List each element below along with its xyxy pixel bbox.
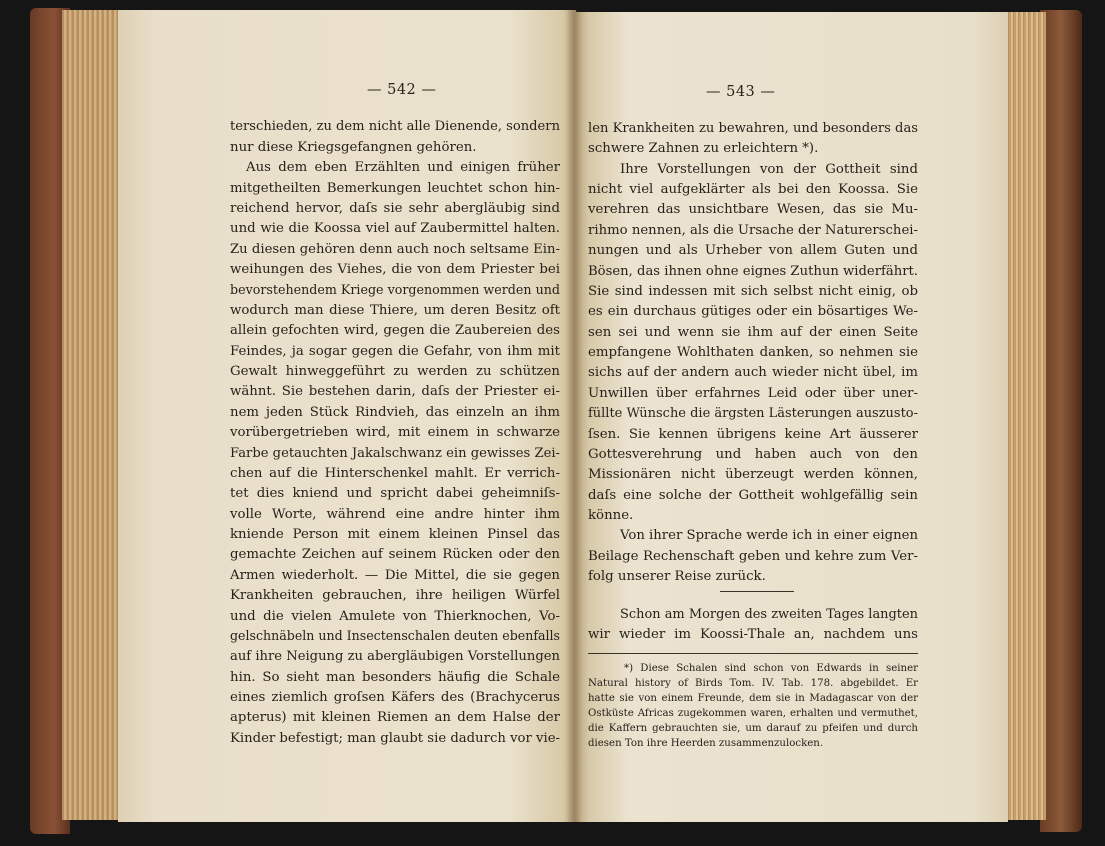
text-line: rihmo nennen, als die Ursache der Naturerschei-: [588, 223, 918, 238]
text-line: auf ihre Neigung zu abergläubigen Vorstellungen: [230, 649, 560, 664]
text-line: tet dies kniend und spricht dabei geheimniſs-: [230, 486, 560, 501]
text-line: Von ihrer Sprache werde ich in einer eignen: [620, 528, 918, 543]
text-line: terschieden, zu dem nicht alle Dienende, sondern: [230, 119, 560, 134]
text-line: mitgetheilten Bemerkungen leuchtet schon hin-: [230, 181, 560, 196]
text-line: Bösen, das ihnen ohne eignes Zuthun widerfährt.: [588, 264, 918, 279]
text-line: Unwillen über erfahrnes Leid oder über uner-: [588, 386, 918, 401]
text-line: Zu diesen gehören denn auch noch seltsame Ein-: [230, 242, 560, 257]
text-line: folg unserer Reise zurück.: [588, 569, 766, 584]
left-page: [118, 10, 576, 822]
text-line: volle Worte, während eine andre hinter ihm: [230, 507, 560, 522]
page-number: — 543 —: [706, 84, 776, 100]
footnote-line: Ostküste Africas zugekommen waren, erhalten und vermuthet,: [588, 708, 918, 719]
text-line: sen sei und wenn sie ihm auf der einen Seite: [588, 325, 918, 340]
text-line: empfangene Wohlthaten danken, so nehmen sie: [588, 345, 918, 360]
text-line: sichs auf der andern auch wieder nicht übel, im: [588, 365, 918, 380]
text-line: weihungen des Viehes, die von dem Priester bei: [230, 262, 560, 277]
text-line: und die vielen Amulete von Thierknochen, Vo-: [230, 609, 560, 624]
text-line: es ein durchaus gütiges oder ein bösartiges We-: [588, 304, 918, 319]
text-line: chen auf die Hinterschenkel mahlt. Er verrich-: [230, 466, 560, 481]
text-line: Aus dem eben Erzählten und einigen früher: [246, 160, 560, 175]
text-line: vorübergetrieben wird, mit einem in schwarze: [230, 425, 560, 440]
text-line: könne.: [588, 508, 634, 523]
text-line: Armen wiederholt. — Die Mittel, die sie gegen: [230, 568, 560, 583]
text-line: verehren das unsichtbare Wesen, das sie Mu-: [588, 202, 918, 217]
text-line: Gottesverehrung und haben auch von den: [588, 447, 918, 462]
text-line: ſsen. Sie kennen übrigens keine Art äusserer: [588, 427, 918, 442]
right-page-edges: [1004, 12, 1046, 820]
footnote-line: die Kaffern gebrauchten sie, um darauf zu pfeifen und durch: [588, 723, 918, 734]
text-line: gemachte Zeichen auf seinem Rücken oder den: [230, 547, 560, 562]
right-page: [576, 12, 1008, 822]
text-line: Gewalt hinweggeführt zu werden zu schützen: [230, 364, 560, 379]
text-line: reichend hervor, daſs sie sehr abergläubig sind: [230, 201, 560, 216]
book-gutter: [566, 10, 582, 822]
footnote-line: diesen Ton ihre Heerden zusammenzulocken.: [588, 738, 824, 749]
footnote-line: Natural history of Birds Tom. IV. Tab. 178. abgebildet. Er: [588, 678, 918, 689]
text-line: Farbe getauchten Jakalschwanz ein gewisses Zei-: [230, 446, 560, 461]
text-line: nicht viel aufgeklärter als bei den Koossa. Sie: [588, 182, 918, 197]
section-divider: [720, 591, 794, 592]
text-line: Beilage Rechenschaft geben und kehre zum Ver-: [588, 549, 918, 564]
footnote-line: hatte sie von einem Freunde, dem sie in Madagascar von der: [588, 693, 918, 704]
text-line: Feindes, ja sogar gegen die Gefahr, von ihm mit: [230, 344, 560, 359]
text-line: eines ziemlich groſsen Käfers des (Brachycerus: [230, 690, 560, 705]
text-line: Kinder befestigt; man glaubt sie dadurch vor vie-: [230, 731, 560, 746]
text-line: len Krankheiten zu bewahren, und besonders das: [588, 121, 918, 136]
text-line: hin. So sieht man besonders häufig die Schale: [230, 670, 560, 685]
text-line: Schon am Morgen des zweiten Tages langten: [620, 607, 918, 622]
text-line: Krankheiten gebrauchen, ihre heiligen Würfel: [230, 588, 560, 603]
text-line: nungen und als Urheber von allem Guten und: [588, 243, 918, 258]
text-line: wodurch man diese Thiere, um deren Besitz oft: [230, 303, 560, 318]
text-line: wähnt. Sie bestehen darin, daſs der Priester ei-: [230, 384, 560, 399]
footnote-line: *) Diese Schalen sind schon von Edwards in seiner: [624, 663, 918, 674]
text-line: bevorstehendem Kriege vorgenommen werden und: [230, 283, 560, 298]
text-line: Ihre Vorstellungen von der Gottheit sind: [620, 162, 918, 177]
page-number: — 542 —: [367, 82, 437, 98]
text-line: schwere Zahnen zu erleichtern *).: [588, 141, 819, 156]
text-line: gelschnäbeln und Insectenschalen deuten ebenfalls: [230, 629, 560, 644]
footnote-rule: [588, 653, 918, 654]
text-line: Sie sind indessen mit sich selbst nicht einig, ob: [588, 284, 918, 299]
text-line: daſs eine solche der Gottheit wohlgefällig sein: [588, 488, 918, 503]
text-line: apterus) mit kleinen Riemen an dem Halse der: [230, 710, 560, 725]
text-line: kniende Person mit einem kleinen Pinsel das: [230, 527, 560, 542]
text-line: Missionären nicht überzeugt werden können,: [588, 467, 918, 482]
right-cover: [1040, 10, 1082, 832]
text-line: nem jeden Stück Rindvieh, das einzeln an ihm: [230, 405, 560, 420]
text-line: füllte Wünsche die ärgsten Lästerungen auszusto-: [588, 406, 918, 421]
text-line: wir wieder im Koossi-Thale an, nachdem uns: [588, 627, 918, 642]
text-line: nur diese Kriegsgefangnen gehören.: [230, 140, 477, 155]
text-line: allein gefochten wird, gegen die Zaubereien des: [230, 323, 560, 338]
text-line: und wie die Koossa viel auf Zaubermittel halten.: [230, 221, 560, 236]
